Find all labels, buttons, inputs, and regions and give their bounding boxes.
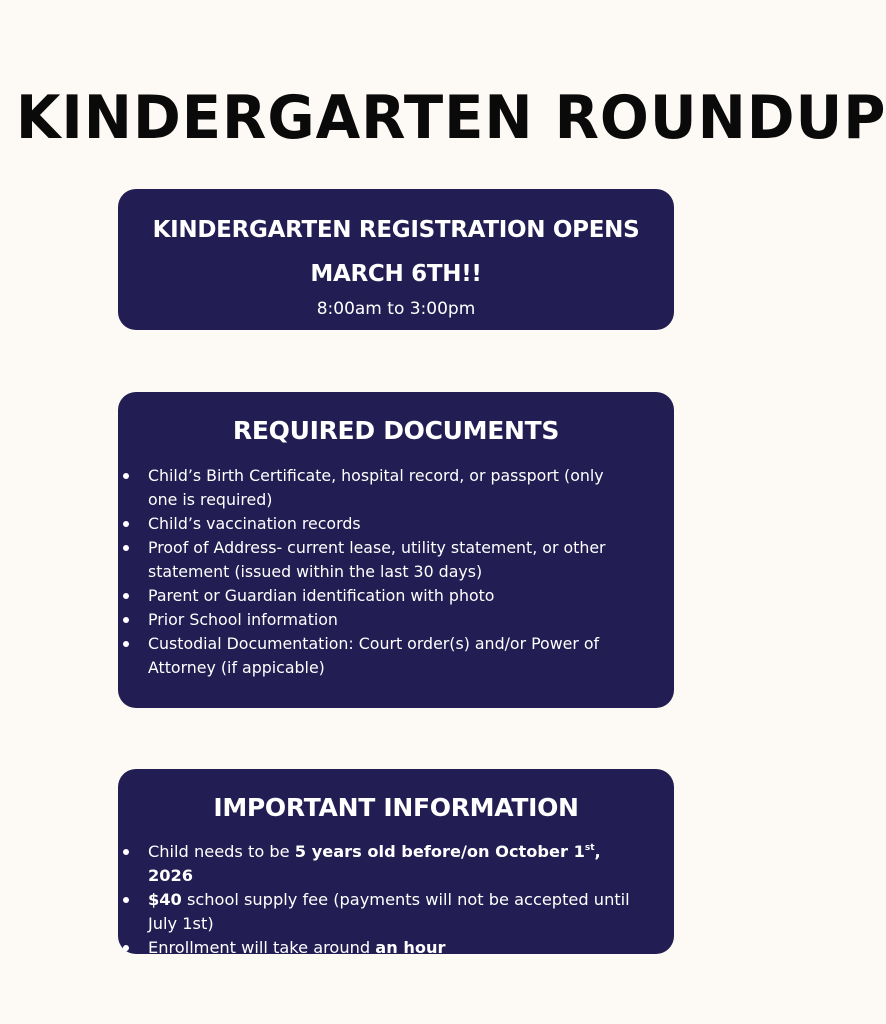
bullet-icon: [123, 593, 129, 599]
page-title: KINDERGARTEN ROUNDUP: [15, 83, 886, 153]
fee-description: school supply fee (payments will not be accepted until July 1st): [148, 890, 630, 933]
list-item-text: Child’s vaccination records: [148, 514, 361, 533]
list-item-text: Prior School information: [148, 610, 338, 629]
list-item: [148, 936, 638, 960]
list-item: [148, 608, 638, 632]
registration-date: MARCH 6TH!!: [310, 261, 482, 287]
age-requirement-bold: 5 years old before/on October 1: [294, 842, 585, 861]
list-item-text: Child’s Birth Certificate, hospital record, or passport (only one is required): [148, 466, 604, 509]
list-item: [148, 840, 638, 888]
registration-card: [118, 189, 674, 330]
list-item-text: Custodial Documentation: Court order(s) and/or Power of Attorney (if appicable): [148, 634, 600, 677]
bullet-icon: [123, 641, 129, 647]
ordinal-suffix: st: [584, 843, 595, 853]
list-item-text: Proof of Address- current lease, utility statement, or other statement (issued within the last 30 days): [148, 538, 606, 581]
important-information-card: [118, 769, 674, 957]
enrollment-duration-prefix: Enrollment will take around: [148, 938, 376, 957]
list-item: [148, 512, 638, 536]
list-item: [148, 888, 638, 936]
age-requirement-year: , 2026: [148, 842, 601, 885]
list-item-text: Parent or Guardian identification with photo: [148, 586, 495, 605]
bullet-icon: [123, 521, 129, 527]
bullet-icon: [123, 849, 129, 855]
registration-hours: 8:00am to 3:00pm: [316, 299, 476, 319]
bullet-icon: [123, 897, 129, 903]
enrollment-duration-bold: an hour: [375, 938, 446, 957]
age-requirement-prefix: Child needs to be: [148, 842, 295, 861]
important-information-list: [118, 840, 638, 960]
required-documents-title: REQUIRED DOCUMENTS: [232, 416, 560, 445]
bullet-icon: [123, 617, 129, 623]
bullet-icon: [123, 545, 129, 551]
bullet-icon: [123, 473, 129, 479]
registration-heading: KINDERGARTEN REGISTRATION OPENS: [152, 217, 640, 243]
bullet-icon: [123, 945, 129, 951]
list-item: [148, 632, 638, 680]
list-item: [148, 464, 638, 512]
required-documents-card: [118, 392, 674, 708]
list-item: [148, 584, 638, 608]
fee-amount: $40: [148, 890, 182, 909]
important-information-title: IMPORTANT INFORMATION: [213, 793, 579, 822]
required-documents-list: [118, 464, 638, 680]
list-item: [148, 536, 638, 584]
